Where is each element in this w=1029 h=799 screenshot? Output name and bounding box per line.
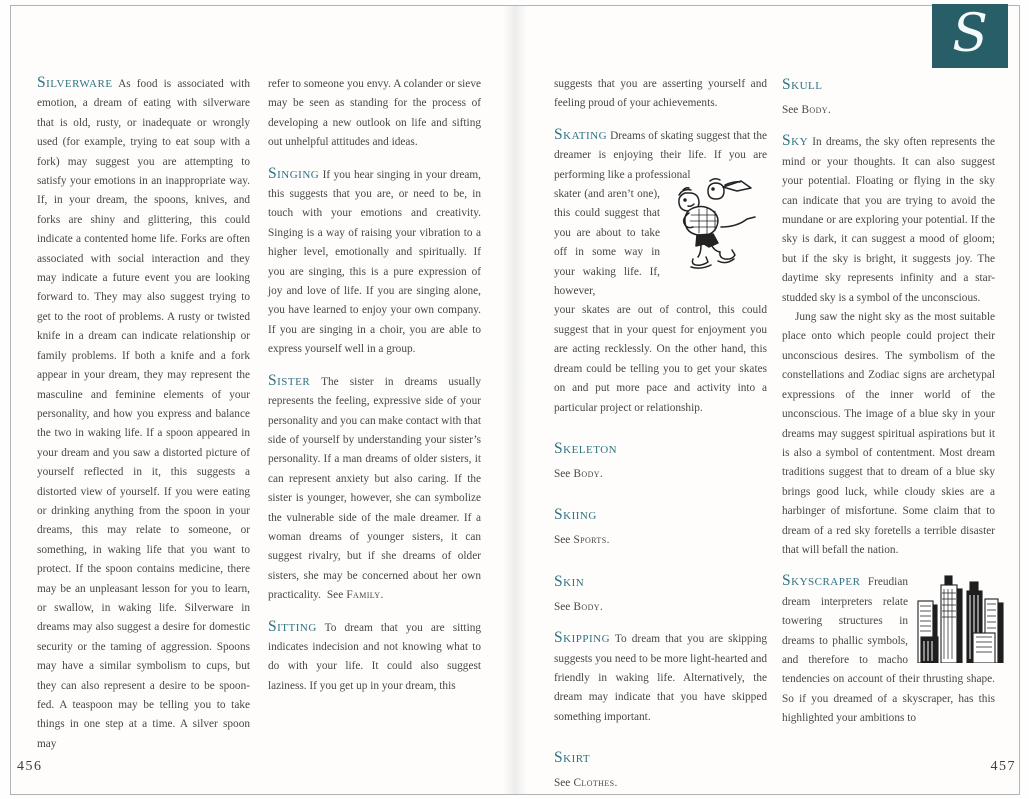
- see-reference-sports: Sports: [573, 534, 607, 547]
- page-gutter: [503, 6, 527, 794]
- right-page-column-2: [782, 75, 995, 729]
- entry-skin: [554, 572, 767, 617]
- entry-skull: [782, 75, 995, 120]
- entry-skipping: [554, 630, 767, 727]
- see-prefix: See: [554, 777, 571, 790]
- see-suffix: .: [599, 467, 603, 480]
- entry-heading-sister: Sister: [268, 371, 311, 389]
- entry-body-skyscraper: Freudian dream interpreters relate towering structures in dreams to phallic symbols, and therefore to macho tendencies on account of their thrusting shape. So if you dreamed of a skyscraper, has this highlighted your ambitions to: [782, 576, 995, 725]
- see-suffix: .: [827, 104, 831, 116]
- see-line: [554, 774, 767, 793]
- entry-body-skipping: To dream that you are skipping suggests you need to be more light-hearted and friendly in waking life. Alternatively, the dream may indicate that you have skipped something important.: [554, 633, 768, 723]
- section-tab: [932, 4, 1008, 68]
- entry-silverware: [37, 75, 250, 754]
- entry-skating: [554, 127, 767, 418]
- page-number-right: 457: [990, 759, 1016, 774]
- entry-skyscraper: [782, 573, 995, 728]
- entry-sitting: [268, 619, 481, 697]
- silverware-continuation: refer to someone you envy. A colander or sieve may be seen as standing for the process of developing a new outlook on life and sifting out unhelpful attitudes and ideas.: [268, 78, 481, 149]
- entry-heading-skating: Skating: [554, 125, 608, 143]
- entry-body-sky-p2: Jung saw the night sky as the most suitable place onto which people could project their unconscious desires. The symbolism of the constellations and Zodiac signs are archetypal expressions of the inner world of the unconscious. The image of a blue sky in your dreams may suggest spiritual aspirations but it is also a symbol of contentment. Most dream traditions suggest that to dream of a blue sky brings good luck, while cloudy skies are a harbinger of misfortune. Some claim that to dream of a red sky foretells a terrible disaster that will befall the nation.: [782, 311, 995, 556]
- entry-heading-skipping: Skipping: [554, 629, 611, 647]
- see-line: [782, 101, 995, 120]
- see-line: [554, 531, 767, 550]
- ice-skating-couple-illustration: [663, 175, 767, 269]
- sitting-continuation: suggests that you are asserting yourself and feeling proud of your achievements.: [554, 78, 767, 110]
- see-line: [554, 598, 767, 617]
- see-prefix: See: [554, 467, 571, 480]
- entry-body-sitting: To dream that you are sitting indicates indecision and not knowing what to do with your life. It could also suggest laziness. If you get up in your dream, this: [268, 621, 482, 692]
- entry-body-silverware: As food is associated with emotion, a dream of eating with silverware that is old, rusty, or inadequate or wrongly used (for example, trying to eat soup with a fork) may suggest you are attempting to satisfy your emotions in an inappropriate way. If, in your dream, the spoons, knives, and forks are shiny and glittering, this could indicate a contented home life. Forks are often associated with social interaction and they may indicate a future event you are looking forward to. They may also suggest trying to get to the root of problems. A rusty or twisted knife in a dream can indicate relationship or family problems. If both a knife and a fork appear in your dream, they may represent the masculine and feminine elements of your personality, and how you express and balance the two in waking life. If a spoon appeared in your dream and you saw a distorted picture of yourself reflected in it, this suggests a distorted view of yourself. If you were eating or drinking anything from the spoon in your dreams, this may relate to someone, or something, in waking life that you want to protect. If the spoon contains medicine, there may be an unpleasant lesson for you to learn, or swallow, in waking life. Silverware in dreams may also suggest a desire for domestic security or the taming of aggression. Spoons may have a similar symbolism to cups, but they can also represent a desire to be spoon-fed. A teaspoon may be telling you to take things in one step at a time. A silver spoon may: [37, 78, 250, 750]
- see-suffix: .: [599, 600, 603, 613]
- see-suffix: .: [614, 777, 618, 790]
- entry-sky: [782, 133, 995, 560]
- entry-heading-silverware: Silverware: [37, 74, 113, 91]
- entry-heading-sky: Sky: [782, 132, 809, 150]
- entry-heading-skeleton: Skeleton: [554, 439, 618, 457]
- see-suffix: .: [380, 589, 384, 602]
- entry-singing: [268, 166, 481, 360]
- entry-body-skating-start: Dreams of skating suggest that the dreamer is enjoying their life. If you are performing like a professional: [554, 129, 767, 181]
- see-suffix: .: [606, 534, 610, 547]
- entry-sister: [268, 373, 481, 606]
- entry-heading-skirt: Skirt: [554, 749, 591, 767]
- see-reference-clothes: Clothes: [573, 777, 615, 790]
- entry-body-sky-p1: In dreams, the sky often represents the mind or your thoughts. It can also suggest your potential. Floating or flying in the sky can indicate that you are trying to avoid the mundane or are exploring your potential. If the sky is dark, it can suggest a mood of gloom; but if the sky is bright, it suggests joy. The daytime sky represents infinity and a star-studded sky is a symbol of the unconscious.: [782, 136, 995, 304]
- entry-heading-skin: Skin: [554, 572, 585, 590]
- see-prefix: See: [326, 589, 344, 602]
- entry-heading-skiing: Skiing: [554, 506, 597, 524]
- entry-skeleton: [554, 439, 767, 484]
- entry-heading-singing: Singing: [268, 164, 320, 182]
- skyscrapers-illustration: [915, 575, 1007, 663]
- see-prefix: See: [554, 534, 571, 547]
- see-reference-body: Body: [573, 600, 600, 613]
- entry-body-singing: If you hear singing in your dream, this suggests that you are, or need to be, in touch with your emotions and creativity. Singing is a way of raising your vibration to a higher level, emotionally and spiritually. If you are singing, this is a pure expression of joy and love of life. If you are singing alone, you have learned to enjoy your own company. If you are singing in a choir, you are able to express yourself well in a group.: [268, 168, 481, 356]
- page-number-left: 456: [17, 759, 43, 774]
- see-prefix: See: [782, 104, 799, 116]
- section-letter: S: [952, 4, 988, 64]
- left-page-column-2: [268, 75, 481, 696]
- see-prefix: See: [554, 600, 571, 613]
- entry-body-skating-wrap: skater (and aren’t one), this could suggest that you are about to take off in some way in your waking life. If, however,: [554, 188, 660, 298]
- entry-heading-skyscraper: Skyscraper: [782, 572, 861, 590]
- entry-heading-skull: Skull: [782, 76, 823, 93]
- left-page-column-1: [37, 75, 250, 754]
- right-page-column-1: [554, 75, 767, 794]
- see-line: [554, 465, 767, 484]
- see-reference-family: Family: [346, 589, 381, 602]
- see-reference-body: Body: [801, 104, 828, 116]
- entry-skiing: [554, 505, 767, 550]
- entry-body-sister: The sister in dreams usually represents the feeling, expressive side of your personality and you can make contact with that side of yourself by understanding your sister’s personality. If a man dreams of older sisters, it can represent anxiety but also caring. If the sister is younger, however, she can symbolize the vulnerable side of the male dreamer. If a woman dreams of younger sisters, it can suggest rivalry, but if she dreams of older sisters, she may be concerned about her own practicality.: [268, 375, 482, 602]
- entry-body-skating-rest: your skates are out of control, this could suggest that in your quest for enjoyment you are acting recklessly. On the other hand, this dream could be telling you to get your skates on and put more pace and activity into a particular project or relationship.: [554, 304, 767, 414]
- entry-heading-sitting: Sitting: [268, 617, 317, 635]
- entry-skirt: [554, 748, 767, 793]
- see-reference-body: Body: [573, 467, 600, 480]
